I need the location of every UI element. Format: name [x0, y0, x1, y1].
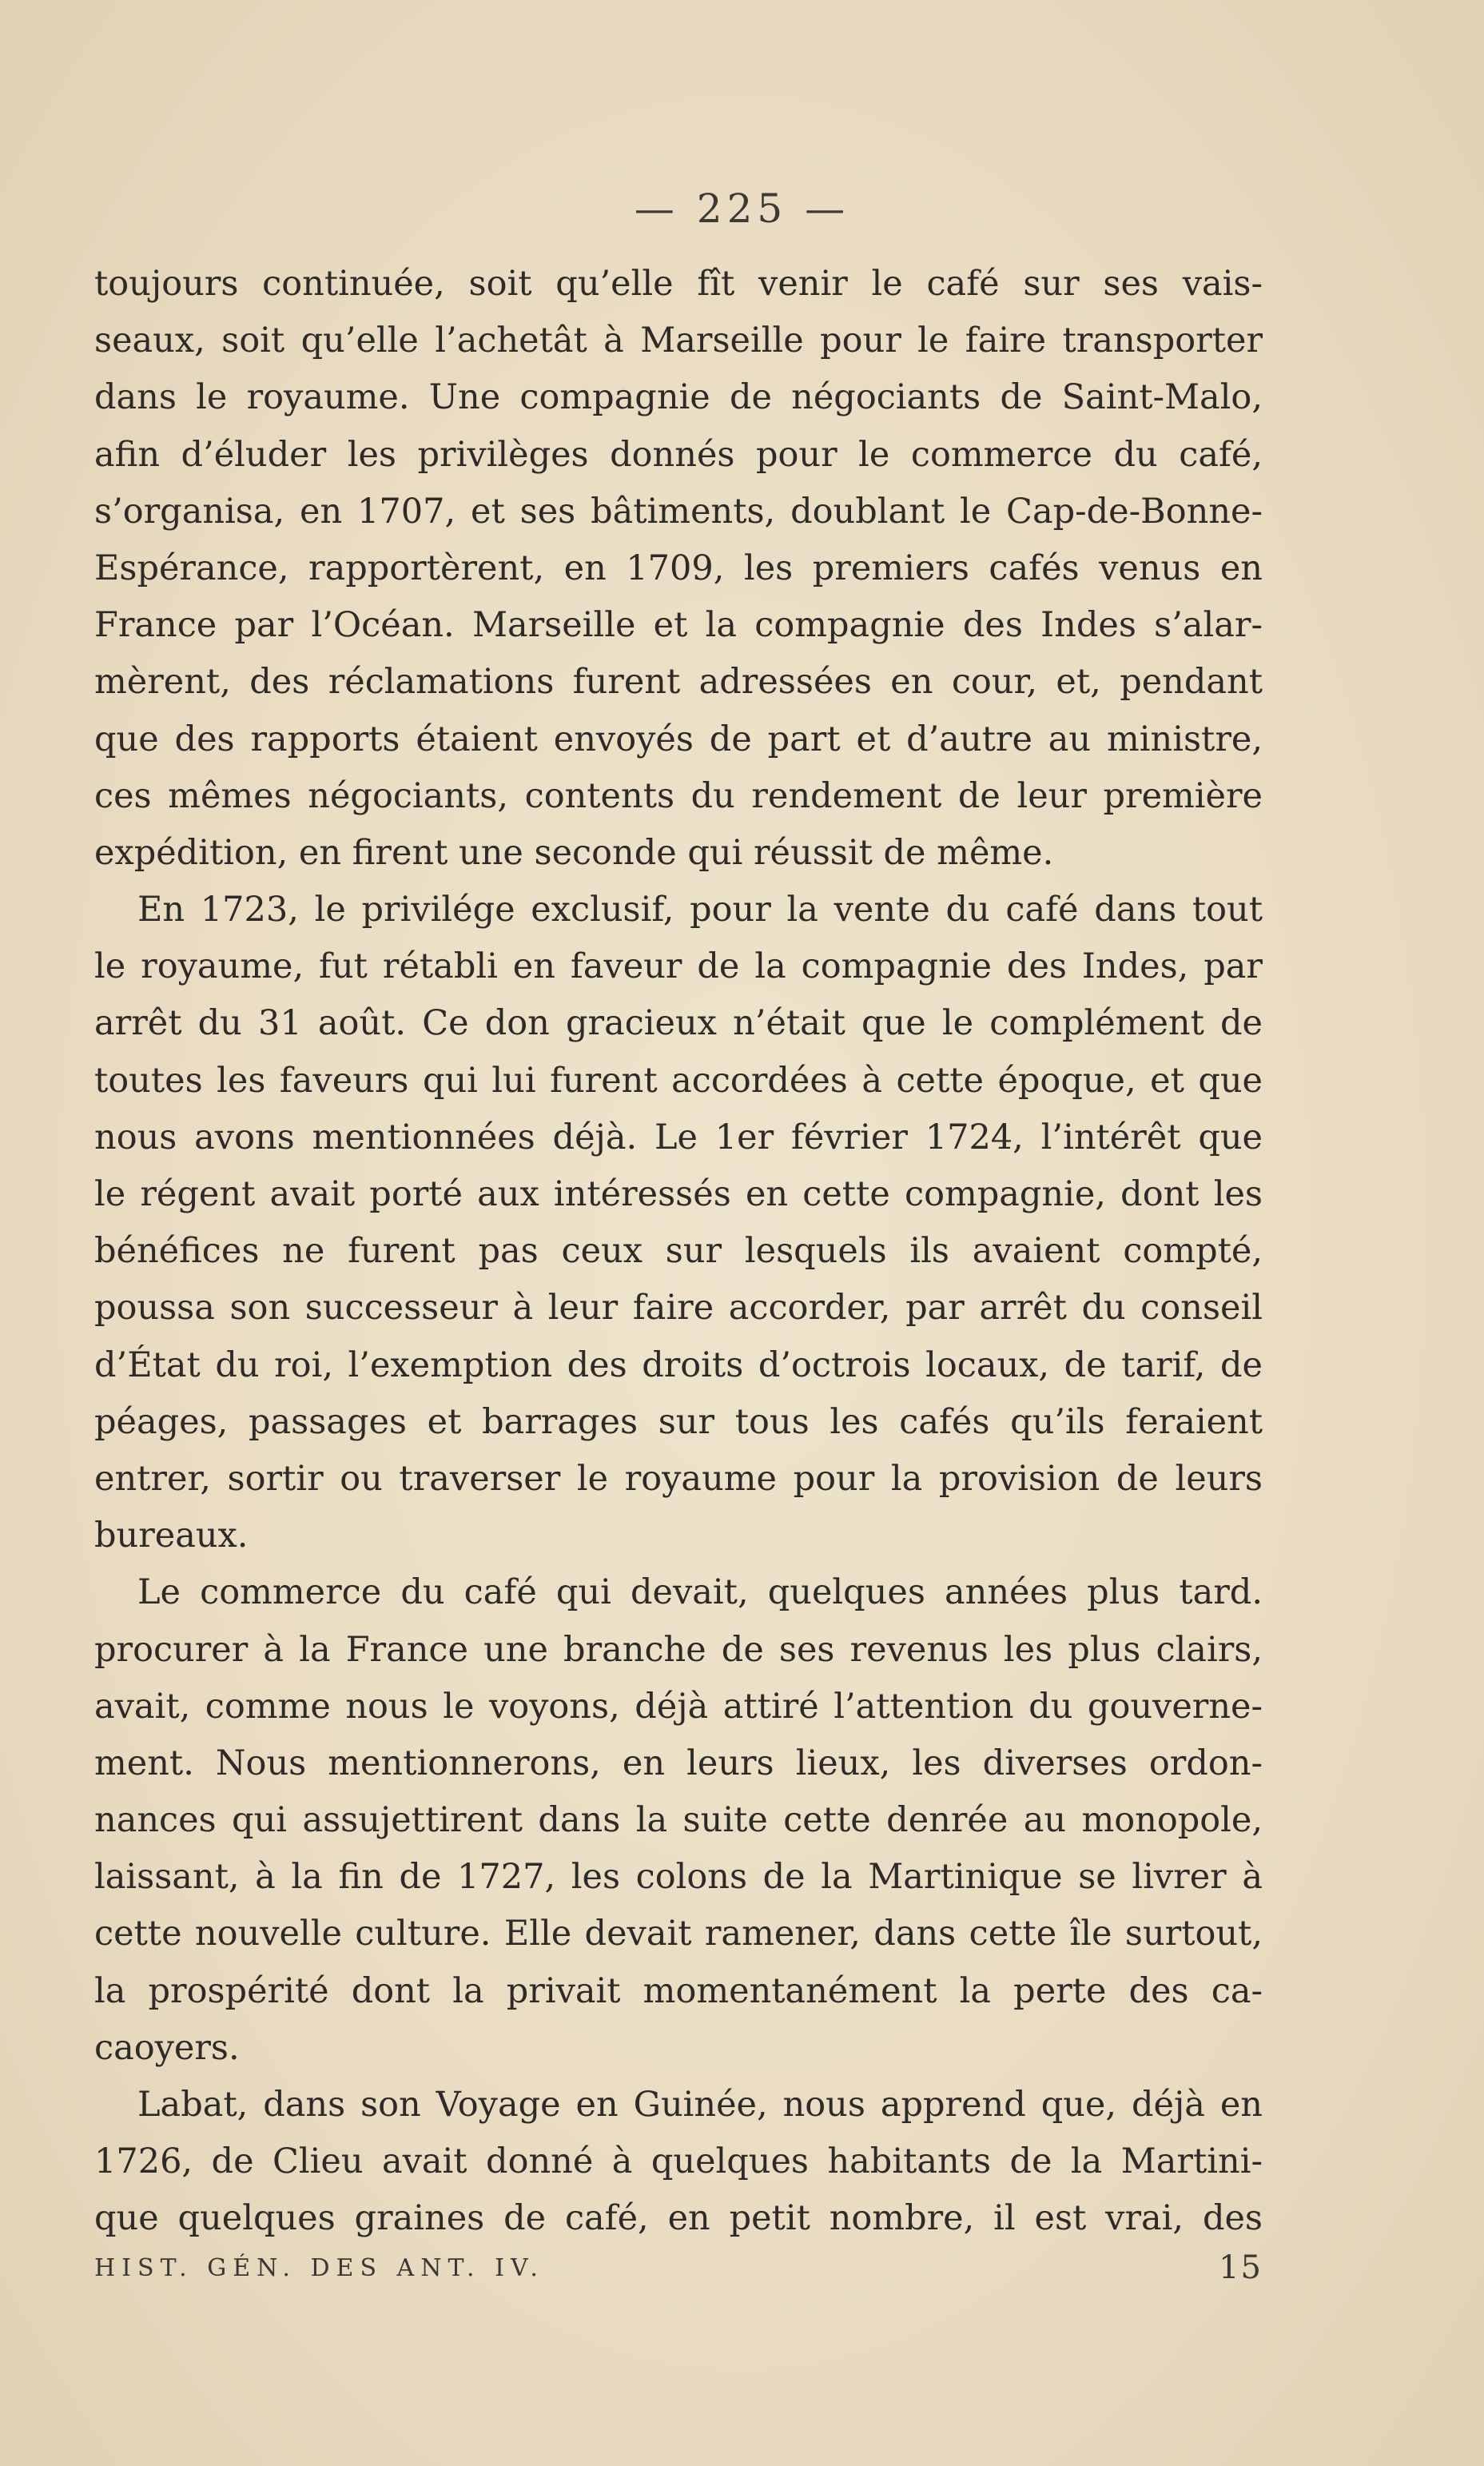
text-line: dans le royaume. Une compagnie de négociants de Saint-Malo,: [94, 377, 1263, 418]
text-line: seaux, soit qu’elle l’achetât à Marseille pour le faire transporter: [94, 321, 1263, 361]
text-line: Le commerce du café qui devait, quelques années plus tard.: [137, 1572, 1263, 1613]
text-line: procurer à la France une branche de ses revenus les plus clairs,: [94, 1629, 1263, 1670]
text-line: ment. Nous mentionnerons, en leurs lieux, les diverses ordon-: [94, 1743, 1263, 1783]
text-line: que des rapports étaient envoyés de part et d’autre au ministre,: [94, 719, 1263, 759]
text-line: d’État du roi, l’exemption des droits d’octrois locaux, de tarif, de: [94, 1345, 1263, 1385]
text-line: expédition, en firent une seconde qui réussit de même.: [94, 832, 1054, 873]
text-line: avait, comme nous le voyons, déjà attiré l’attention du gouverne-: [94, 1686, 1263, 1727]
text-line: péages, passages et barrages sur tous les cafés qu’ils feraient: [94, 1401, 1263, 1442]
text-line: s’organisa, en 1707, et ses bâtiments, doublant le Cap-de-Bonne-: [94, 491, 1263, 532]
text-line: 1726, de Clieu avait donné à quelques habitants de la Martini-: [94, 2141, 1263, 2182]
text-line: arrêt du 31 août. Ce don gracieux n’était que le complément de: [94, 1003, 1263, 1044]
text-line: bureaux.: [94, 1516, 249, 1556]
text-line: Espérance, rapportèrent, en 1709, les premiers cafés venus en: [94, 548, 1263, 588]
sheet-number: 15: [1219, 2249, 1263, 2286]
text-line: ces mêmes négociants, contents du rendement de leur première: [94, 775, 1263, 816]
signature-mark: HIST. GÉN. DES ANT. IV.: [94, 2254, 544, 2282]
text-line: que quelques graines de café, en petit nombre, il est vrai, des: [94, 2198, 1263, 2239]
text-line: cette nouvelle culture. Elle devait ramener, dans cette île surtout,: [94, 1914, 1263, 1954]
text-line: la prospérité dont la privait momentanément la perte des ca-: [94, 1970, 1263, 2011]
text-line: afin d’éluder les privilèges donnés pour le commerce du café,: [94, 434, 1263, 475]
text-line: bénéfices ne furent pas ceux sur lesquels ils avaient compté,: [94, 1231, 1263, 1272]
text-line: caoyers.: [94, 2027, 240, 2068]
text-line: nances qui assujettirent dans la suite cette denrée au monopole,: [94, 1800, 1263, 1841]
text-line: En 1723, le privilége exclusif, pour la vente du café dans tout: [137, 890, 1263, 930]
page-footer: [94, 2246, 1263, 2294]
text-line: le royaume, fut rétabli en faveur de la compagnie des Indes, par: [94, 946, 1263, 987]
text-line: poussa son successeur à leur faire accorder, par arrêt du conseil: [94, 1288, 1263, 1329]
text-line: Labat, dans son Voyage en Guinée, nous apprend que, déjà en: [137, 2085, 1263, 2125]
text-line: entrer, sortir ou traverser le royaume pour la provision de leurs: [94, 1458, 1263, 1499]
text-line: le régent avait porté aux intéressés en cette compagnie, dont les: [94, 1174, 1263, 1214]
body-text: [94, 256, 1263, 2248]
page-number: — 225 —: [634, 185, 850, 232]
text-line: nous avons mentionnées déjà. Le 1er février 1724, l’intérêt que: [94, 1117, 1263, 1157]
text-line: toutes les faveurs qui lui furent accordées à cette époque, et que: [94, 1060, 1263, 1101]
text-line: mèrent, des réclamations furent adressées en cour, et, pendant: [94, 662, 1263, 703]
text-line: laissant, à la fin de 1727, les colons de la Martinique se livrer à: [94, 1857, 1263, 1898]
text-line: France par l’Océan. Marseille et la compagnie des Indes s’alar-: [94, 605, 1263, 646]
text-line: toujours continuée, soit qu’elle fît venir le café sur ses vais-: [94, 264, 1263, 304]
